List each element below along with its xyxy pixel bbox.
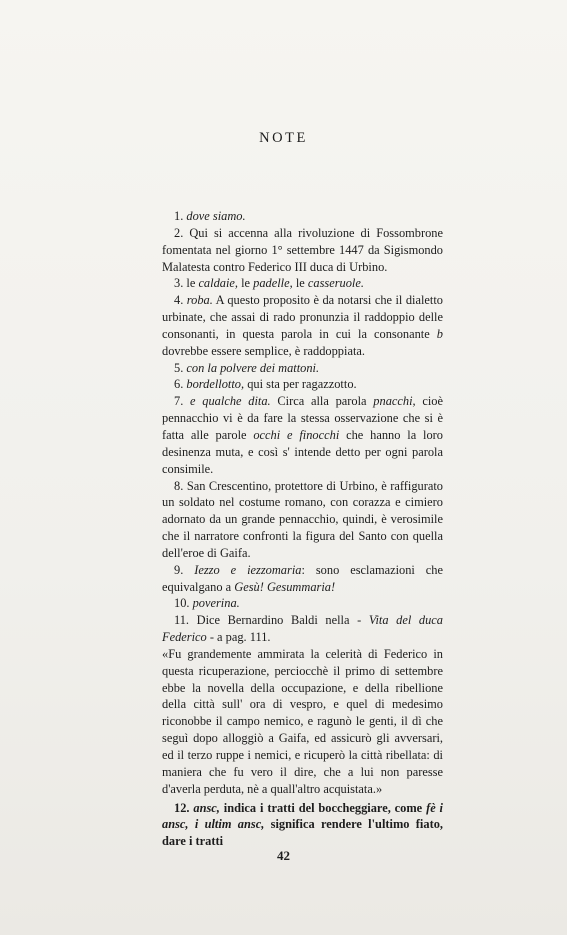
note-item xyxy=(162,376,443,393)
note-text: le xyxy=(186,276,199,291)
note-number: 8. xyxy=(174,478,187,493)
note-item xyxy=(162,595,443,612)
note-text: «Fu grandemente ammirata la celerità di Federico in questa ricuperazione, perciocchè il primo di settembre ebbe la novella della occupazione, e della ribellione della città sull' ora di vespro, e quel di medesimo riconobbe il campo nemico, e ragunò le genti, il dì che seguì dopo alloggiò a Gaifa, ed assicurò gli avversari, ed il terzo ruppe i nemici, e ricuperò la città ribellata: di maniera che fu vero il dire, che a lui non paresse d'averla perduta, nè a quall'altro acquistata.» xyxy=(162,646,443,796)
note-text: Dice Bernardino Baldi nella - xyxy=(196,613,369,628)
note-number: 9. xyxy=(174,562,195,577)
note-italic-text: b xyxy=(436,326,443,341)
note-number: 3. xyxy=(174,276,187,291)
note-item xyxy=(162,562,443,596)
note-text: cioè pennacchio vi è da fare la stessa osservazione che si è fatta alle parole xyxy=(162,394,444,442)
note-item xyxy=(162,225,443,276)
note-text: che hanno la loro desinenza muta, e così s' intende detto per ogni parola consimile. xyxy=(162,427,443,476)
note-italic-text: Vita del duca Federico xyxy=(162,613,443,645)
note-item xyxy=(162,275,443,292)
page-number: 42 xyxy=(277,848,290,863)
note-italic-text: pnacchi, xyxy=(373,394,416,409)
note-italic-text: dove siamo. xyxy=(186,209,246,223)
notes-list xyxy=(162,208,443,850)
note-italic-text: padelle, xyxy=(253,276,293,291)
note-text: indica i tratti del boccheggiare, come xyxy=(219,800,427,815)
note-item xyxy=(162,478,443,562)
note-number: 4. xyxy=(174,293,187,308)
note-italic-text: ansc, xyxy=(193,800,220,815)
note-italic-text: e qualche dita. xyxy=(190,394,271,409)
note-italic-text: Iezzo e iezzomaria xyxy=(194,562,302,577)
note-text: San Crescentino, protettore di Urbino, è raffigurato un soldato nel costume romano, con corazza e cimiero adornato da un grande pennacchio, quindi, è verosimile che il narratore confronti la figura del Santo con quella dell'eroe di Gaifa. xyxy=(162,478,443,560)
note-item xyxy=(162,612,443,646)
note-italic-text: bordellotto, xyxy=(186,377,245,392)
note-italic-text: occhi e finocchi xyxy=(253,427,340,442)
note-item xyxy=(162,360,443,377)
note-italic-text: roba. xyxy=(186,293,213,308)
note-number: 10. xyxy=(174,596,193,611)
page-title: NOTE xyxy=(259,130,308,146)
note-text: Qui si accenna alla rivoluzione di Fossombrone fomentata nel giorno 1° settembre 1447 da Sigismondo Malatesta contro Federico III duca di Urbino. xyxy=(162,225,443,274)
note-number: 5. xyxy=(174,360,187,375)
note-italic-text: caldaie, xyxy=(198,276,239,291)
note-text: qui sta per ragazzotto. xyxy=(244,377,357,392)
note-italic-text: fè i ansc, i ultim ansc, xyxy=(162,800,444,832)
note-number: 2. xyxy=(174,225,190,240)
note-italic-text: con la polvere dei mattoni. xyxy=(186,360,320,375)
note-item xyxy=(162,800,443,851)
note-text: A questo proposito è da notarsi che il dialetto urbinate, che assai di rado pronunzia il raddoppio delle consonanti, in questa parola in cui la consonante xyxy=(162,293,444,341)
note-text: le xyxy=(238,276,254,291)
note-item xyxy=(162,292,443,359)
note-number: 1. xyxy=(174,209,187,223)
note-number: 12. xyxy=(174,800,194,815)
note-text: Circa alla parola xyxy=(270,394,374,409)
note-item xyxy=(162,393,443,477)
note-item xyxy=(162,208,443,225)
note-italic-text: casseruole. xyxy=(307,276,364,291)
note-text: : sono esclamazioni che equivalgano a xyxy=(162,562,444,594)
note-italic-text: Gesù! Gesummaria! xyxy=(234,579,336,594)
note-text: - a pag. 111. xyxy=(206,630,271,645)
note-number: 11. xyxy=(174,613,197,628)
note-number: 6. xyxy=(174,377,187,392)
note-number: 7. xyxy=(174,394,191,409)
note-italic-text: poverina. xyxy=(192,596,240,611)
note-text: le xyxy=(292,276,308,291)
note-quote xyxy=(162,646,443,798)
note-text: significa rendere l'ultimo fiato, dare i tratti xyxy=(162,817,443,849)
note-text: dovrebbe essere semplice, è raddoppiata. xyxy=(162,343,365,358)
